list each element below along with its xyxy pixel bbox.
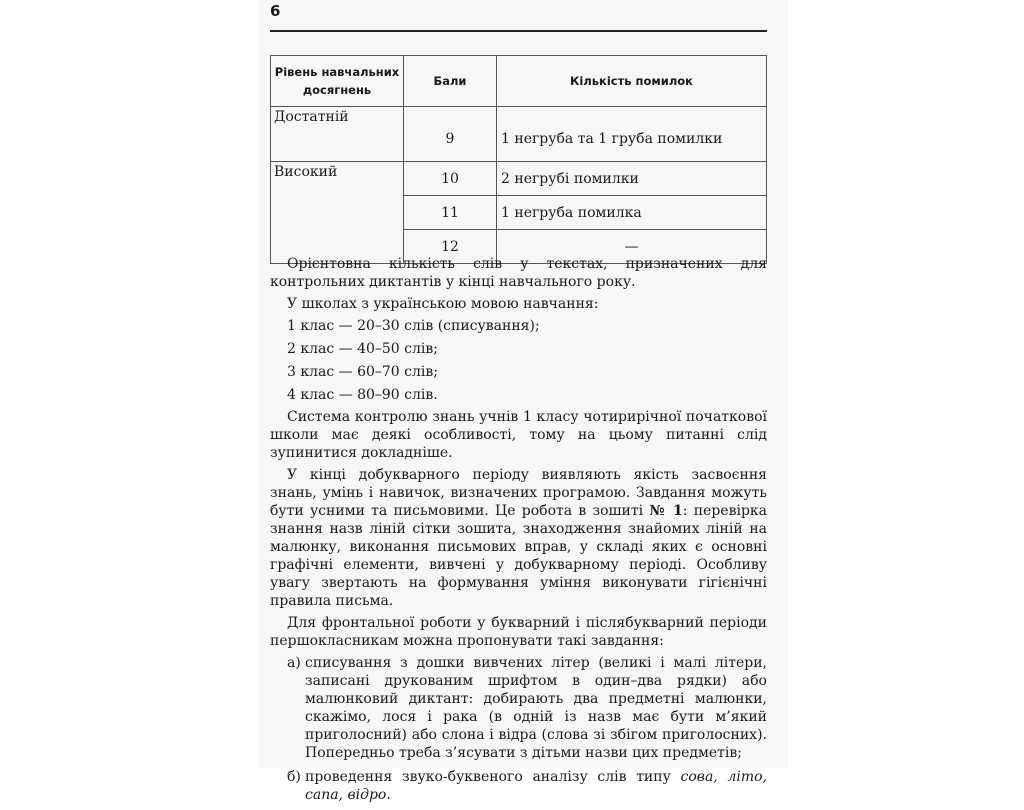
list-item-text: списування з дошки вивчених літер (великі і малі літери, записані друкованим шрифтом в один–два рядки) або малюнковий диктант: добирають два предметні малюнки, скажімо, лося і рака (в одній із назв має бути м’який приголосний) або слона і відра (слова зі збігом приголосних). Попередньо треба з’ясувати з дітьми назви цих предметів; xyxy=(305,655,767,761)
points-cell: 9 xyxy=(404,107,497,162)
header-errors: Кількість помилок xyxy=(497,56,767,107)
points-cell: 10 xyxy=(404,162,497,196)
paragraph-frontal-work: Для фронтальної роботи у букварний і післябукварний періоди першокласникам можна пропонувати такі завдання: xyxy=(270,615,767,649)
table-row xyxy=(271,107,767,162)
header-level: Рівень навчальних досягнень xyxy=(271,56,404,107)
header-points: Бали xyxy=(404,56,497,107)
item-text: . xyxy=(386,787,391,803)
errors-cell: — xyxy=(497,230,767,264)
list-item xyxy=(270,768,767,804)
grade-line: 1 клас — 20–30 слів (списування); xyxy=(287,318,540,334)
list-item-text xyxy=(305,768,767,804)
paragraph-text: У кінці добукварного періоду виявляють якість засвоєння знань, умінь і навичок, визначених програмою. Завдання можуть бути усними та письмовими. Це робота в зошиті xyxy=(270,467,767,519)
errors-cell: 1 негруба помилка xyxy=(497,196,767,230)
paragraph-schools: У школах з українською мовою навчання: xyxy=(287,296,599,312)
grade-line: 4 клас — 80–90 слів. xyxy=(287,387,438,403)
paragraph-text: : перевірка знання назв ліній сітки зошита, знаходження знайомих ліній на малюнку, виконання письмових вправ, у складі яких є основні графічні елементи, вивчені у добукварному періоді. Особливу увагу звертають на формування уміння виконувати гігієнічні правила письма. xyxy=(270,503,767,609)
grading-table xyxy=(270,55,767,264)
table-row xyxy=(271,162,767,196)
points-cell: 12 xyxy=(404,230,497,264)
item-text: проведення звуко-буквеного аналізу слів типу xyxy=(305,769,681,785)
level-cell: Високий xyxy=(271,162,404,264)
grade-line: 2 клас — 40–50 слів; xyxy=(287,341,438,357)
notebook-number: № 1 xyxy=(649,503,683,519)
errors-cell: 1 негруба та 1 груба помилки xyxy=(497,107,767,162)
paragraph-word-count: Орієнтовна кількість слів у текстах, призначених для контрольних диктантів у кінці навчального року. xyxy=(270,256,767,290)
level-cell: Достатній xyxy=(271,107,404,162)
list-marker: а) xyxy=(287,655,301,671)
list-item xyxy=(270,654,767,762)
list-marker: б) xyxy=(287,769,301,785)
paragraph-prealphabet xyxy=(270,466,767,610)
points-cell: 11 xyxy=(404,196,497,230)
table-header-row xyxy=(271,56,767,107)
header-rule xyxy=(270,30,767,32)
body-text xyxy=(270,255,767,810)
grade-line: 3 клас — 60–70 слів; xyxy=(287,364,438,380)
example-words: сова, літо, сапа, відро xyxy=(305,769,767,803)
page-number: 6 xyxy=(270,2,281,20)
paragraph-control-system: Система контролю знань учнів 1 класу чотирирічної початкової школи має деякі особливості, тому на цьому питанні слід зупинитися докладніше. xyxy=(270,409,767,461)
errors-cell: 2 негрубі помилки xyxy=(497,162,767,196)
